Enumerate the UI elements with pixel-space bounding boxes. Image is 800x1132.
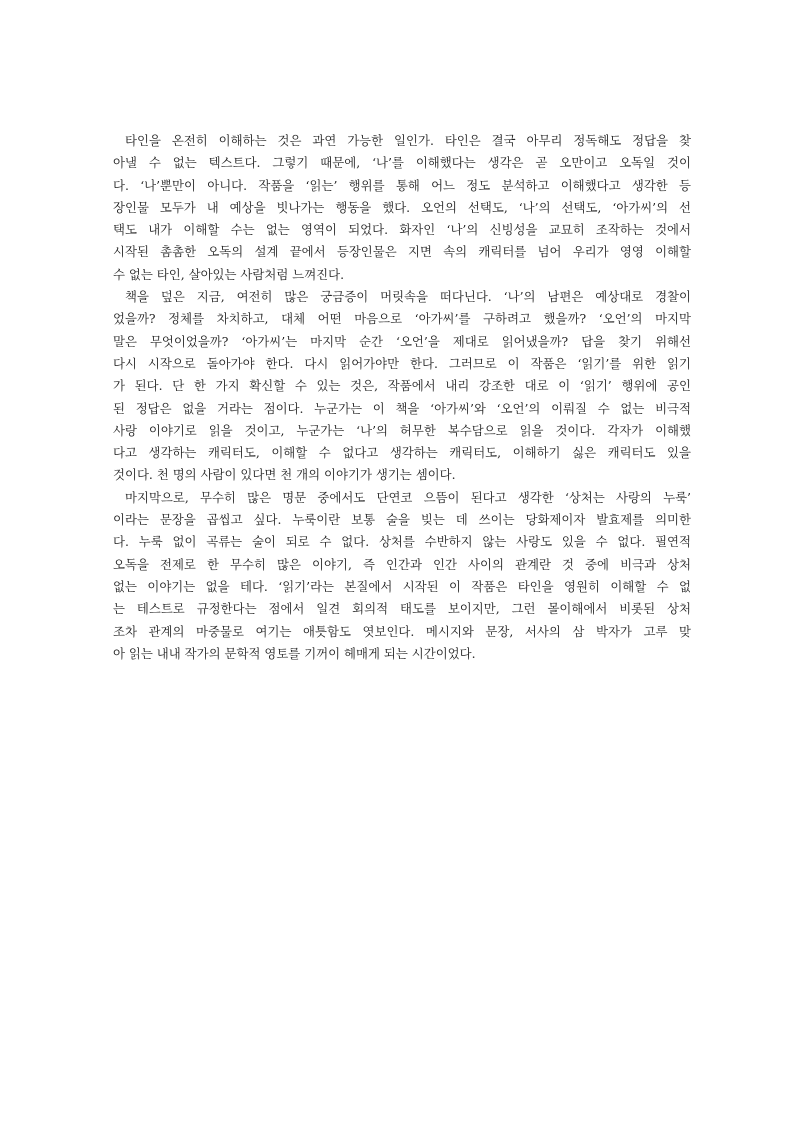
text-line: 아낼 수 없는 텍스트다. 그렇기 때문에, ‘나’를 이해했다는 생각은 곧 오만이고 오독일 것이 <box>113 155 691 171</box>
text-line: 사랑 이야기로 읽을 것이고, 누군가는 ‘나’의 허무한 복수담으로 읽을 것이다. 각자가 이해했 <box>113 422 691 438</box>
text-line: 었을까? 정체를 차치하고, 대체 어떤 마음으로 ‘아가씨’를 구하려고 했을까? ‘오언’의 마지막 <box>113 311 691 327</box>
text-line: 수 없는 타인, 살아있는 사람처럼 느껴진다. <box>113 266 345 282</box>
text-line: 장인물 모두가 내 예상을 빗나가는 행동을 했다. 오언의 선택도, ‘나’의 선택도, ‘아가씨’의 선 <box>113 199 691 215</box>
text-line: 다. ‘나’뿐만이 아니다. 작품을 ‘읽는’ 행위를 통해 어느 정도 분석하고 이해했다고 생각한 등 <box>113 177 691 193</box>
text-line: 가 된다. 단 한 가지 확신할 수 있는 것은, 작품에서 내리 강조한 대로 이 ‘읽기’ 행위에 공인 <box>113 378 691 394</box>
text-line: 책을 덮은 지금, 여전히 많은 궁금증이 머릿속을 떠다닌다. ‘나’의 남편은 예상대로 경찰이 <box>125 289 691 305</box>
text-line: 아 읽는 내내 작가의 문학적 영토를 기꺼이 헤매게 되는 시간이었다. <box>113 645 476 661</box>
document-body <box>113 130 691 665</box>
paragraph <box>113 130 691 286</box>
text-line: 된 정답은 없을 거라는 점이다. 누군가는 이 책을 ‘아가씨’와 ‘오언’의 이뤄질 수 없는 비극적 <box>113 400 691 416</box>
text-line: 시작된 촘촘한 오독의 설계 끝에서 등장인물은 지면 속의 캐릭터를 넘어 우리가 영영 이해할 <box>113 244 691 260</box>
text-line: 는 테스트로 규정한다는 점에서 일견 회의적 태도를 보이지만, 그런 몰이해에서 비롯된 상처 <box>113 601 691 617</box>
text-line: 조차 관계의 마중물로 여기는 애틋함도 엿보인다. 메시지와 문장, 서사의 삼 박자가 고루 맞 <box>113 623 691 639</box>
text-line: 것이다. 천 명의 사람이 있다면 천 개의 이야기가 생기는 셈이다. <box>113 467 456 483</box>
text-line: 이라는 문장을 곱씹고 싶다. 누룩이란 보통 술을 빚는 데 쓰이는 당화제이자 발효제를 의미한 <box>113 512 691 528</box>
text-line: 다시 시작으로 돌아가야 한다. 다시 읽어가야만 한다. 그러므로 이 작품은 ‘읽기’를 위한 읽기 <box>113 355 691 371</box>
text-line: 없는 이야기는 없을 테다. ‘읽기’라는 본질에서 시작된 이 작품은 타인을 영원히 이해할 수 없 <box>113 578 691 594</box>
text-line: 마지막으로, 무수히 많은 명문 중에서도 단연코 으뜸이 된다고 생각한 ‘상처는 사랑의 누룩’ <box>125 489 691 505</box>
text-line: 말은 무엇이었을까? ‘아가씨’는 마지막 순간 ‘오언’을 제대로 읽어냈을까? 답을 찾기 위해선 <box>113 333 691 349</box>
text-line: 오독을 전제로 한 무수히 많은 이야기, 즉 인간과 인간 사이의 관계란 것 중에 비극과 상처 <box>113 556 691 572</box>
text-line: 택도 내가 이해할 수는 없는 영역이 되었다. 화자인 ‘나’의 신빙성을 교묘히 조작하는 것에서 <box>113 222 691 238</box>
paragraph <box>113 487 691 665</box>
paragraph <box>113 286 691 487</box>
text-line: 다고 생각하는 캐릭터도, 이해할 수 없다고 생각하는 캐릭터도, 이해하기 싫은 캐릭터도 있을 <box>113 445 691 461</box>
text-line: 다. 누룩 없이 곡류는 술이 되로 수 없다. 상처를 수반하지 않는 사랑도 있을 수 없다. 필연적 <box>113 534 691 550</box>
text-line: 타인을 온전히 이해하는 것은 과연 가능한 일인가. 타인은 결국 아무리 정독해도 정답을 찾 <box>125 133 691 148</box>
